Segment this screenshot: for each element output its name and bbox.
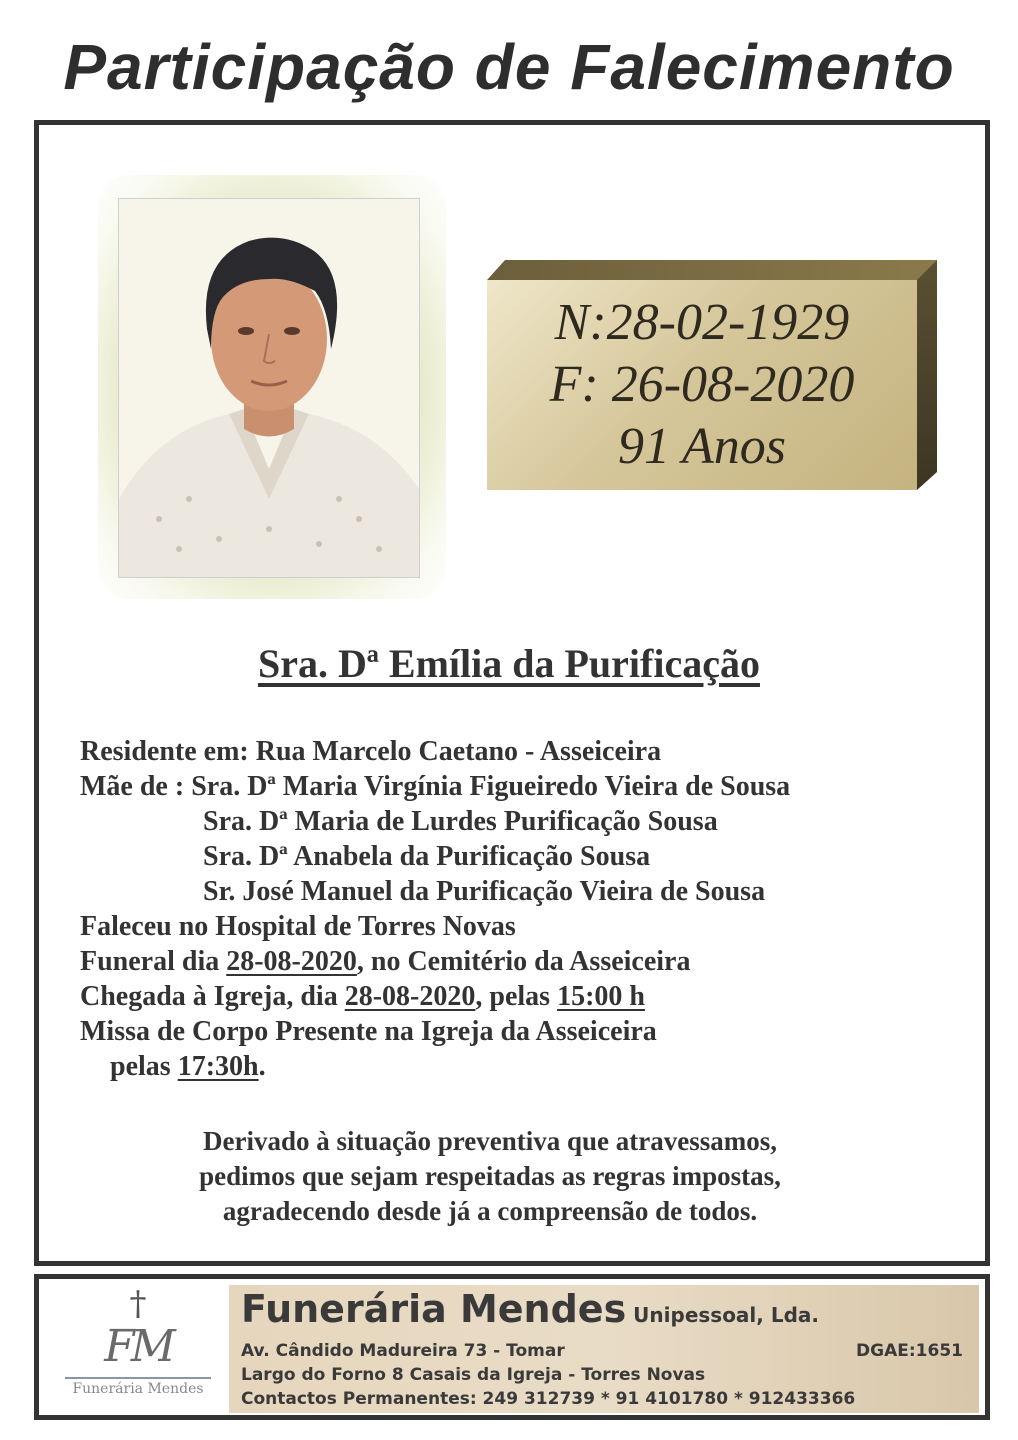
address-tomar: Av. Cândido Madureira 73 - Tomar bbox=[241, 1341, 565, 1361]
arrival-prefix: Chegada à Igreja, dia bbox=[80, 981, 345, 1012]
plaque-side-face bbox=[917, 260, 937, 490]
residence-line: Residente em: Rua Marcelo Caetano - Asseiceira bbox=[80, 736, 662, 767]
mass-time-suffix: . bbox=[258, 1051, 266, 1082]
child-name: Sra. Dª Maria Virgínia Figueiredo Vieira de Sousa bbox=[191, 771, 791, 802]
cross-icon: † bbox=[129, 1284, 147, 1324]
age: 91 Anos bbox=[617, 418, 787, 475]
page-title: Participação de Falecimento bbox=[63, 31, 955, 103]
mass-time: 17:30h bbox=[177, 1051, 259, 1082]
funeral-prefix: Funeral dia bbox=[80, 946, 227, 977]
funeral-line bbox=[80, 944, 960, 979]
contacts: Contactos Permanentes: 249 312739 * 91 4101780 * 912433366 bbox=[241, 1389, 856, 1409]
dgae-code: DGAE:1651 bbox=[856, 1341, 963, 1361]
child-name: Sra. Dª Anabela da Purificação Sousa bbox=[203, 841, 651, 872]
plaque-front-face bbox=[487, 280, 917, 490]
funeral-home-logo bbox=[53, 1285, 223, 1413]
company-name-text: Funerária Mendes bbox=[241, 1287, 627, 1331]
plaque-top-face bbox=[487, 260, 937, 280]
mass-time-prefix: pelas bbox=[110, 1051, 178, 1082]
death-date: F: 26-08-2020 bbox=[549, 356, 855, 413]
mass-line: Missa de Corpo Presente na Igreja da Asseiceira bbox=[80, 1016, 657, 1047]
portrait-photo bbox=[118, 198, 420, 578]
notice-line: agradecendo desde já a compreensão de todos. bbox=[222, 1196, 758, 1226]
deceased-name: Sra. Dª Emília da Purificação bbox=[258, 641, 760, 686]
mother-of-label: Mãe de : bbox=[80, 771, 192, 802]
logo-monogram: FM bbox=[104, 1321, 172, 1372]
company-name bbox=[241, 1287, 819, 1331]
logo-name: Funerária Mendes bbox=[65, 1377, 211, 1397]
arrival-time: 15:00 h bbox=[557, 981, 645, 1012]
details-block bbox=[80, 734, 960, 1084]
portrait-illustration bbox=[119, 199, 419, 577]
arrival-mid: , pelas bbox=[475, 981, 558, 1012]
died-at-line: Faleceu no Hospital de Torres Novas bbox=[80, 911, 516, 942]
address-torres-novas: Largo do Forno 8 Casais da Igreja - Torres Novas bbox=[241, 1365, 706, 1385]
child-name: Sra. Dª Maria de Lurdes Purificação Sousa bbox=[203, 806, 718, 837]
funeral-date: 28-08-2020 bbox=[226, 946, 357, 977]
notice-line: pedimos que sejam respeitadas as regras impostas, bbox=[199, 1161, 781, 1191]
birth-date: N:28-02-1929 bbox=[554, 294, 850, 351]
footer-band bbox=[229, 1285, 979, 1413]
notice-line: Derivado à situação preventiva que atravessamos, bbox=[203, 1126, 777, 1156]
funeral-suffix: , no Cemitério da Asseiceira bbox=[356, 946, 691, 977]
dates-plaque bbox=[487, 260, 937, 490]
arrival-date: 28-08-2020 bbox=[344, 981, 476, 1012]
mass-time-line bbox=[80, 1049, 960, 1084]
covid-notice bbox=[0, 1124, 980, 1229]
arrival-line bbox=[80, 979, 960, 1014]
mother-of-line bbox=[80, 769, 960, 804]
child-name: Sr. José Manuel da Purificação Vieira de Sousa bbox=[203, 876, 766, 907]
company-suffix: Unipessoal, Lda. bbox=[626, 1303, 819, 1327]
funeral-home-footer bbox=[34, 1274, 990, 1420]
